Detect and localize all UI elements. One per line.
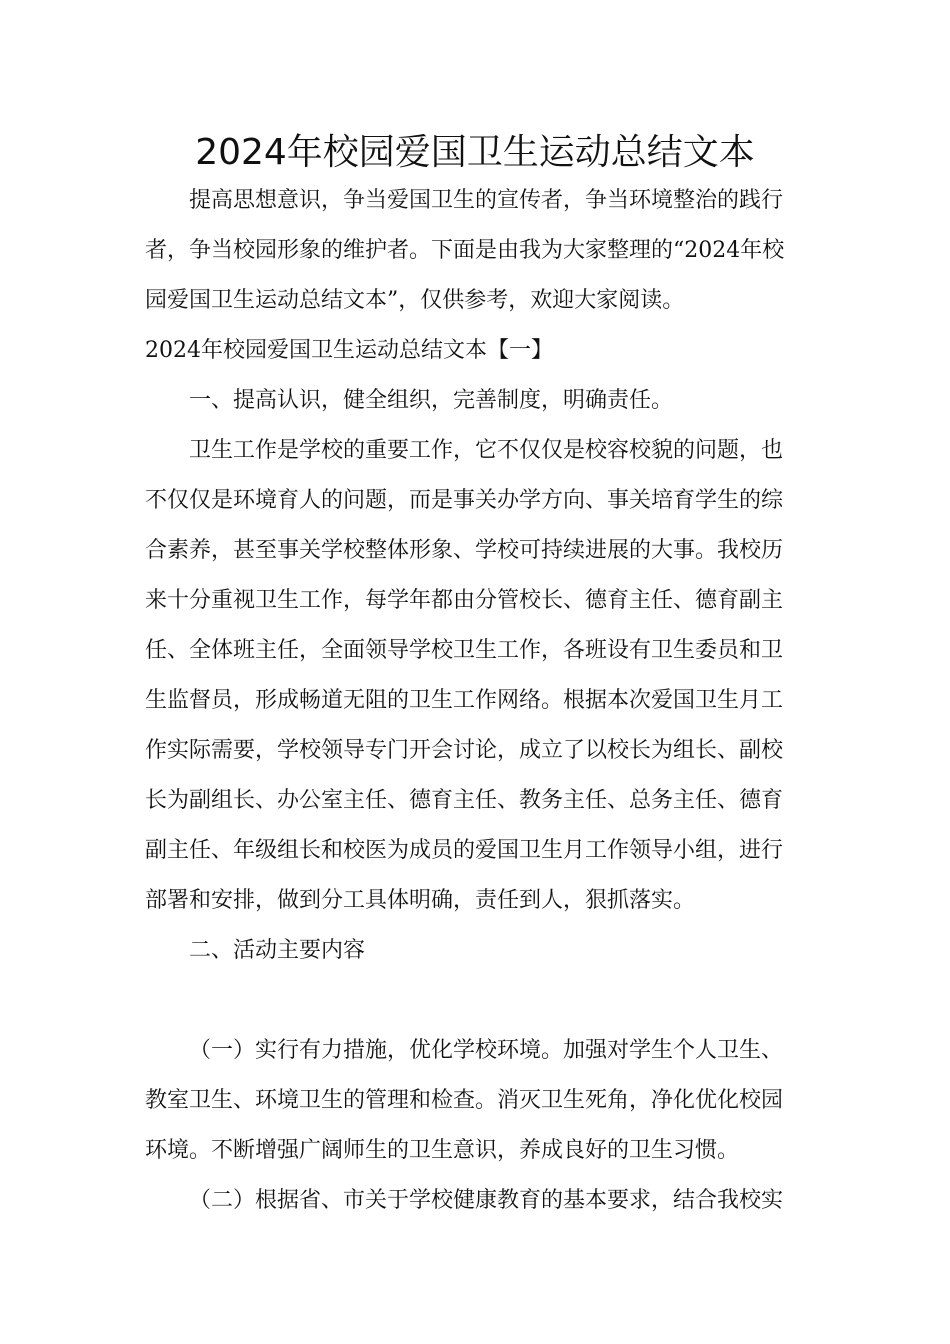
intro-line-2: 者，争当校园形象的维护者。下面是由我为大家整理的“2024年校	[145, 238, 785, 263]
intro-line-3: 园爱国卫生运动总结文本”，仅供参考，欢迎大家阅读。	[145, 288, 685, 313]
sub-item-1-line-3: 环境。不断增强广阔师生的卫生意识，养成良好的卫生习惯。	[145, 1138, 740, 1163]
body-line-9: 副主任、年级组长和校医为成员的爱国卫生月工作领导小组，进行	[145, 838, 784, 863]
sub-item-2-line-1: （二）根据省、市关于学校健康教育的基本要求，结合我校实	[189, 1188, 784, 1213]
heading-item-one: 一、提高认识，健全组织，完善制度，明确责任。	[189, 388, 674, 413]
body-line-6: 生监督员，形成畅道无阻的卫生工作网络。根据本次爱国卫生月工	[145, 688, 784, 713]
body-line-3: 合素养，甚至事关学校整体形象、学校可持续进展的大事。我校历	[145, 538, 784, 563]
body-line-7: 作实际需要，学校领导专门开会讨论，成立了以校长为组长、副校	[145, 738, 784, 763]
sub-item-1-line-1: （一）实行有力措施，优化学校环境。加强对学生个人卫生、	[189, 1038, 784, 1063]
body-line-4: 来十分重视卫生工作，每学年都由分管校长、德育主任、德育副主	[145, 588, 784, 613]
document-title: 2024年校园爱国卫生运动总结文本	[195, 132, 755, 173]
body-line-10: 部署和安排，做到分工具体明确，责任到人，狠抓落实。	[145, 888, 696, 913]
body-line-5: 任、全体班主任，全面领导学校卫生工作，各班设有卫生委员和卫	[145, 638, 784, 663]
body-line-8: 长为副组长、办公室主任、德育主任、教务主任、总务主任、德育	[145, 788, 784, 813]
body-line-2: 不仅仅是环境育人的问题，而是事关办学方向、事关培育学生的综	[145, 488, 784, 513]
section-heading-one: 2024年校园爱国卫生运动总结文本【一】	[145, 338, 553, 363]
heading-item-two: 二、活动主要内容	[189, 938, 366, 963]
sub-item-1-line-2: 教室卫生、环境卫生的管理和检查。消灭卫生死角，净化优化校园	[145, 1088, 784, 1113]
intro-line-1: 提高思想意识，争当爱国卫生的宣传者，争当环境整治的践行	[189, 188, 784, 213]
body-line-1: 卫生工作是学校的重要工作，它不仅仅是校容校貌的问题，也	[189, 438, 784, 463]
